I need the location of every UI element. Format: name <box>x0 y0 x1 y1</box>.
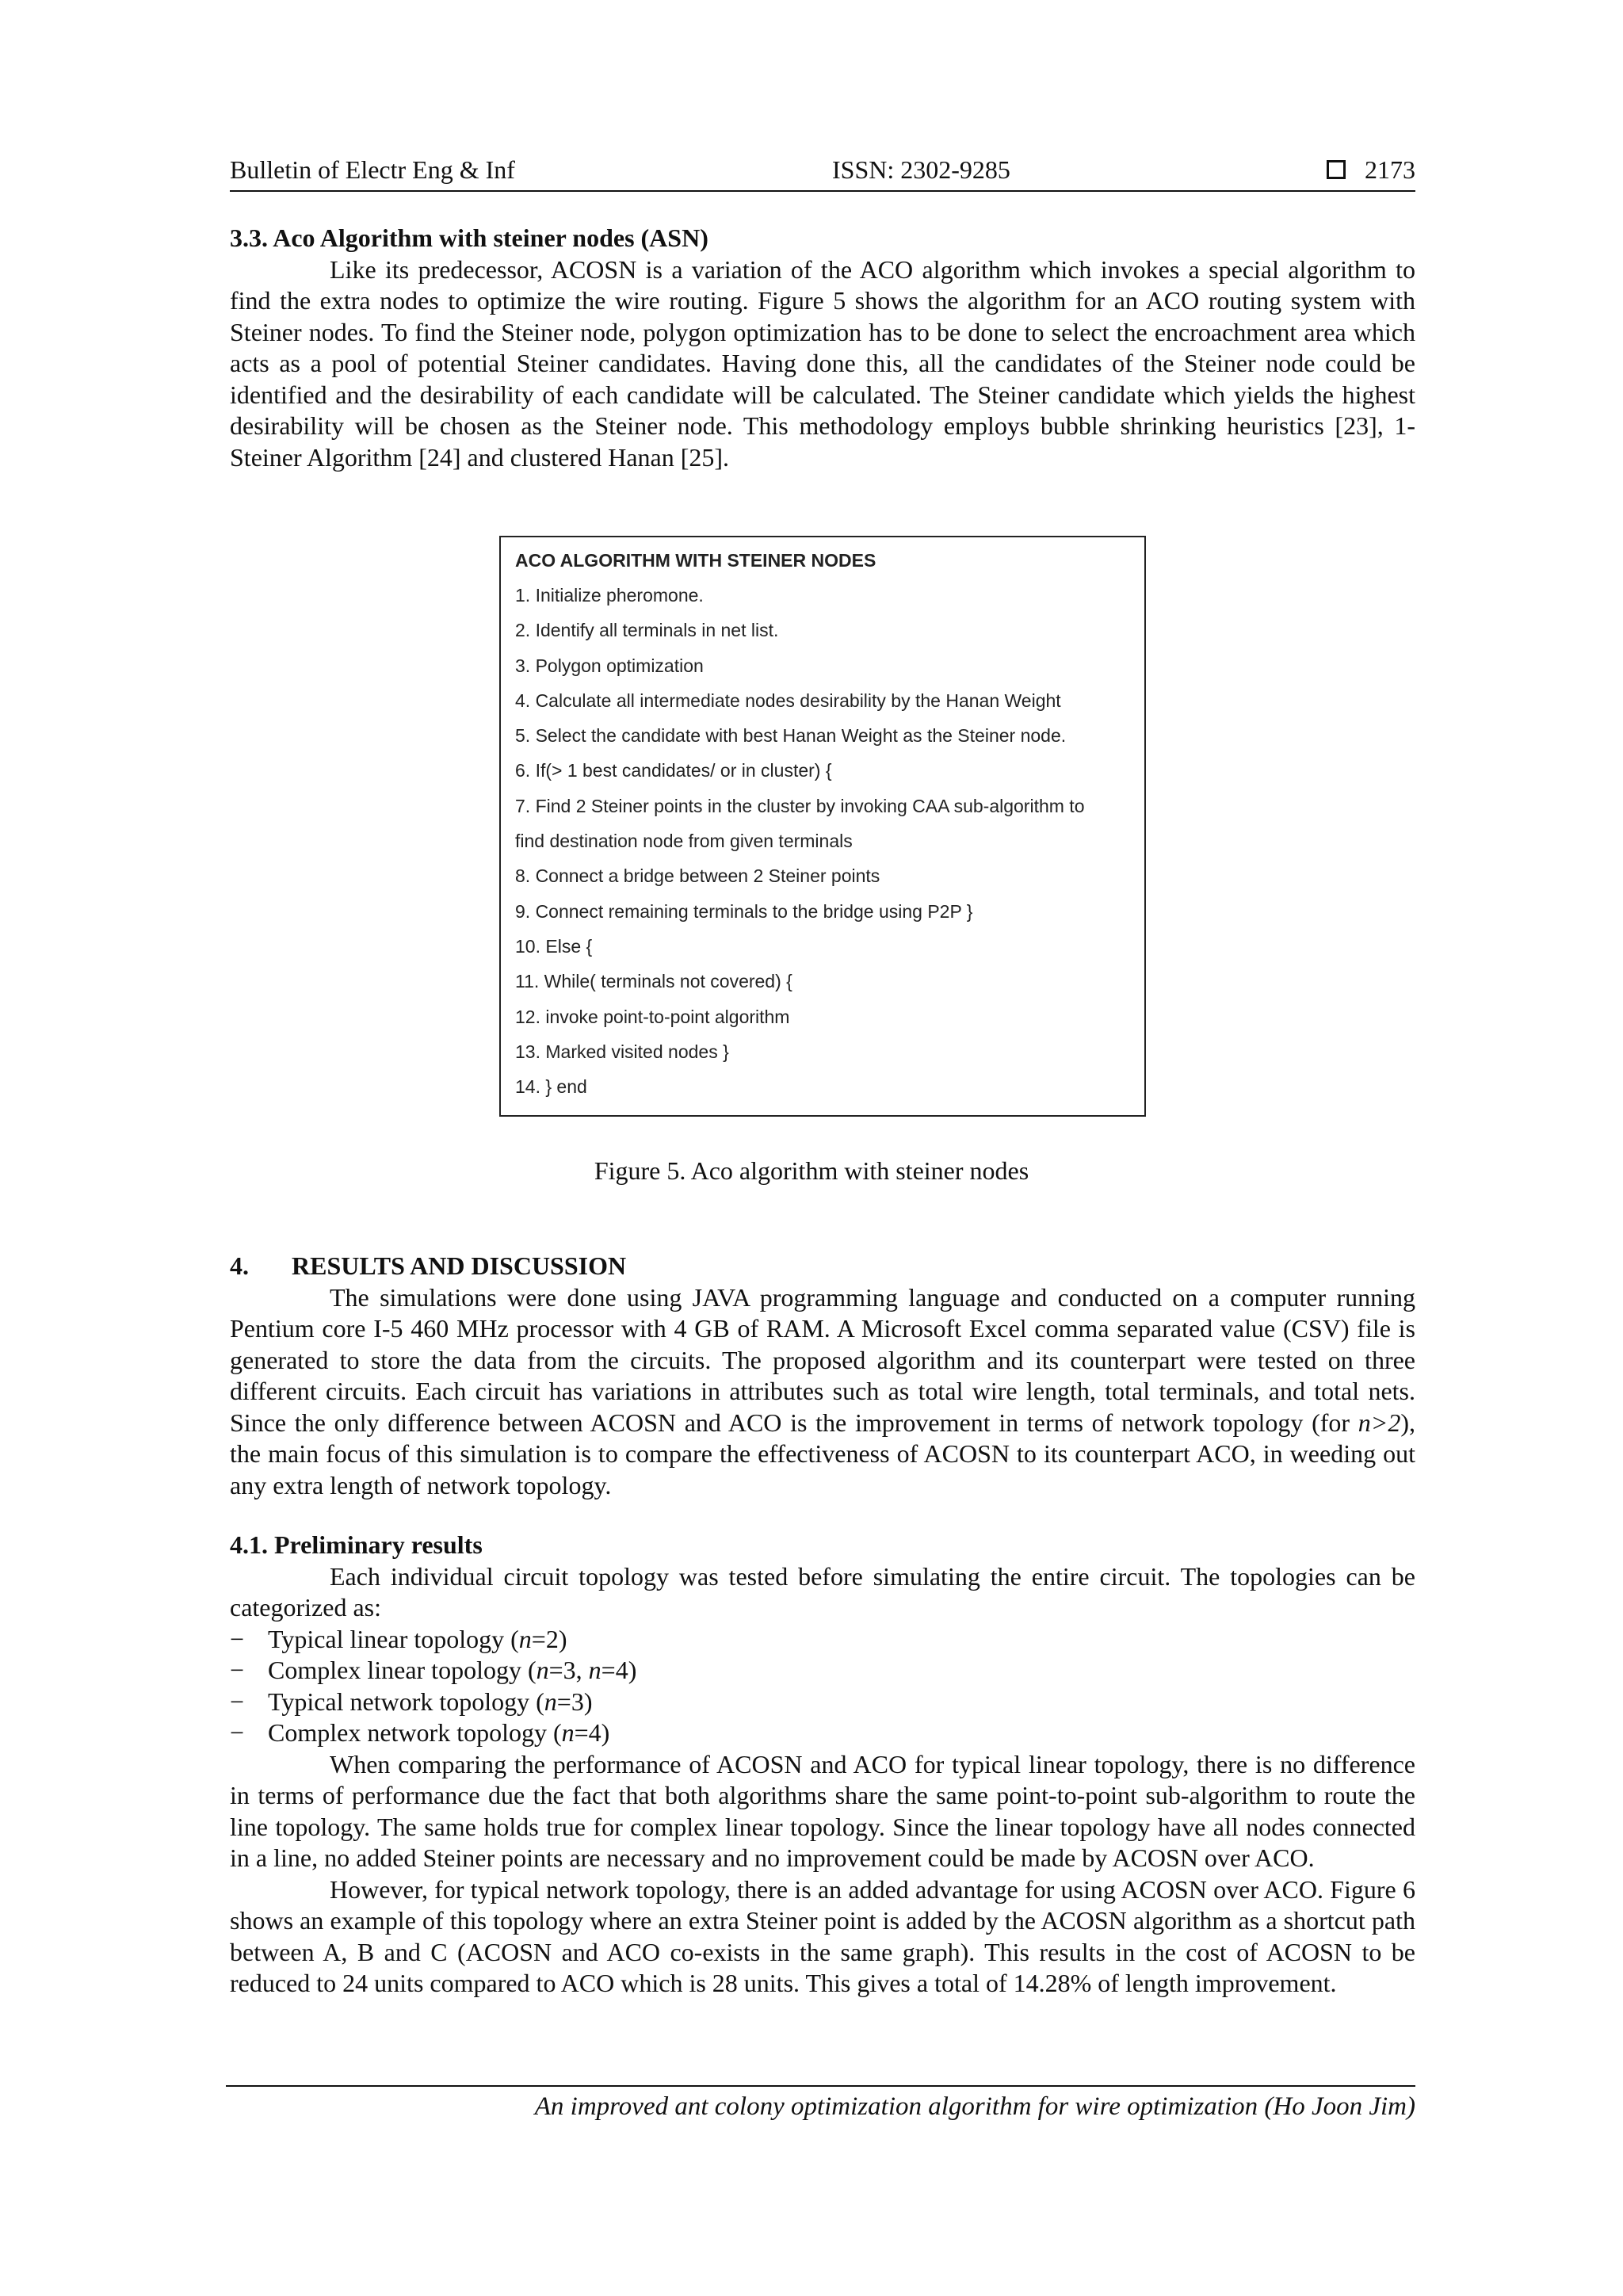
math-variable: n <box>588 1656 601 1684</box>
paragraph <box>230 1282 1415 1502</box>
algorithm-box <box>499 536 1146 1117</box>
list-text: =2) <box>531 1624 567 1653</box>
list-text: Typical network topology ( <box>268 1687 544 1716</box>
math-variable: n <box>561 1718 575 1747</box>
algorithm-step: 12. invoke point-to-point algorithm <box>515 1006 790 1027</box>
dash-bullet-icon: − <box>230 1656 245 1684</box>
algorithm-step: 2. Identify all terminals in net list. <box>515 620 779 641</box>
algorithm-step: find destination node from given terminals <box>515 831 853 852</box>
list-item <box>230 1687 1415 1718</box>
section-number: 4. <box>230 1251 249 1280</box>
section-heading <box>230 1251 1415 1282</box>
list-item <box>230 1655 1415 1687</box>
math-variable: n <box>544 1687 557 1716</box>
figure-caption: Figure 5. Aco algorithm with steiner nodes <box>594 1156 1029 1185</box>
section-heading: 4.1. Preliminary results <box>230 1530 483 1559</box>
section-4-1 <box>230 1530 1415 2000</box>
list-text: =3) <box>556 1687 593 1716</box>
paragraph: However, for typical network topology, there is an added advantage for using ACOSN over ACO. Figure 6 shows an example of this topology where an extra Steiner point is added by the ACOSN algorithm as a shortcut path between A, B and C (ACOSN and ACO co-exists in the same graph). This results in the cost of ACOSN to be reduced to 24 units compared to ACO which is 28 units. This gives a total of 14.28% of length improvement. <box>230 1874 1415 1997</box>
algorithm-title: ACO ALGORITHM WITH STEINER NODES <box>515 550 876 571</box>
square-bullet-icon <box>1327 160 1346 179</box>
dash-bullet-icon: − <box>230 1687 245 1716</box>
list-text: Typical linear topology ( <box>268 1624 519 1653</box>
list-text: =4) <box>574 1718 610 1747</box>
list-item <box>230 1717 1415 1749</box>
running-header <box>230 155 1415 192</box>
algorithm-step: 14. } end <box>515 1076 587 1098</box>
algorithm-step: 4. Calculate all intermediate nodes desirability by the Hanan Weight <box>515 690 1061 711</box>
section-title: RESULTS AND DISCUSSION <box>292 1251 627 1280</box>
algorithm-step: 10. Else { <box>515 935 593 957</box>
issn: ISSN: 2302-9285 <box>832 155 1010 184</box>
math-variable: n <box>518 1624 532 1653</box>
list-text: =4) <box>601 1656 637 1684</box>
math-variable: n <box>536 1656 549 1684</box>
footer-rule <box>226 2085 1415 2087</box>
page-number: 2173 <box>1365 155 1415 184</box>
list-item <box>230 1624 1415 1656</box>
algorithm-step: 3. Polygon optimization <box>515 655 704 676</box>
algorithm-step: 1. Initialize pheromone. <box>515 585 704 606</box>
dash-bullet-icon: − <box>230 1624 245 1653</box>
paragraph-text: The simulations were done using JAVA programming language and conducted on a computer running Pentium core I-5 460 MHz processor with 4 GB of RAM. A Microsoft Excel comma separated value (CSV) file is generated to store the data from the circuits. The proposed algorithm and its counterpart were tested on three different circuits. Each circuit has variations in attributes such as total wire length, total terminals, and total nets. Since the only difference between ACOSN and ACO is the improvement in terms of network topology (for <box>230 1282 1415 1437</box>
algorithm-step: 7. Find 2 Steiner points in the cluster by invoking CAA sub-algorithm to <box>515 795 1085 816</box>
dash-bullet-icon: − <box>230 1718 245 1747</box>
paragraph-text: ), the main focus of this simulation is to compare the effectiveness of ACOSN to its counterpart ACO, in weeding out any extra length of network topology. <box>230 1408 1415 1499</box>
list-text: =3, <box>548 1656 589 1684</box>
journal-name: Bulletin of Electr Eng & Inf <box>230 155 515 184</box>
list-text: Complex network topology ( <box>268 1718 562 1747</box>
algorithm-step: 13. Marked visited nodes } <box>515 1041 729 1062</box>
paragraph: Each individual circuit topology was tested before simulating the entire circuit. The topologies can be categorized as: <box>230 1561 1415 1622</box>
algorithm-step: 8. Connect a bridge between 2 Steiner points <box>515 865 880 887</box>
section-heading: 3.3. Aco Algorithm with steiner nodes (ASN) <box>230 223 708 252</box>
algorithm-step: 5. Select the candidate with best Hanan Weight as the Steiner node. <box>515 725 1067 747</box>
list-text: Complex linear topology ( <box>268 1656 537 1684</box>
paragraph: Like its predecessor, ACOSN is a variation of the ACO algorithm which invokes a special algorithm to find the extra nodes to optimize the wire routing. Figure 5 shows the algorithm for an ACO routing system with Steiner nodes. To find the Steiner node, polygon optimization has to be done to select the encroachment area which acts as a pool of potential Steiner candidates. Having done this, all the candidates of the Steiner node could be identified and the desirability of each candidate will be calculated. The Steiner candidate which yields the highest desirability will be chosen as the Steiner node. This methodology employs bubble shrinking heuristics [23], 1-Steiner Algorithm [24] and clustered Hanan [25]. <box>230 254 1415 472</box>
math-variable: n>2 <box>1358 1408 1401 1437</box>
algorithm-step: 9. Connect remaining terminals to the bridge using P2P } <box>515 900 973 922</box>
algorithm-step: 6. If(> 1 best candidates/ or in cluster) { <box>515 760 832 781</box>
algorithm-step: 11. While( terminals not covered) { <box>515 971 792 992</box>
section-4 <box>230 1251 1415 1501</box>
topology-list <box>230 1624 1415 1749</box>
section-3-3 <box>230 223 1415 473</box>
paragraph: When comparing the performance of ACOSN and ACO for typical linear topology, there is no difference in terms of performance due the fact that both algorithms share the same point-to-point sub-algorithm to route the line topology. The same holds true for complex linear topology. Since the linear topology have all nodes connected in a line, no added Steiner points are necessary and no improvement could be made by ACOSN over ACO. <box>230 1749 1415 1872</box>
header-rule <box>230 190 1415 192</box>
running-footer: An improved ant colony optimization algorithm for wire optimization (Ho Joon Jim) <box>534 2092 1415 2121</box>
